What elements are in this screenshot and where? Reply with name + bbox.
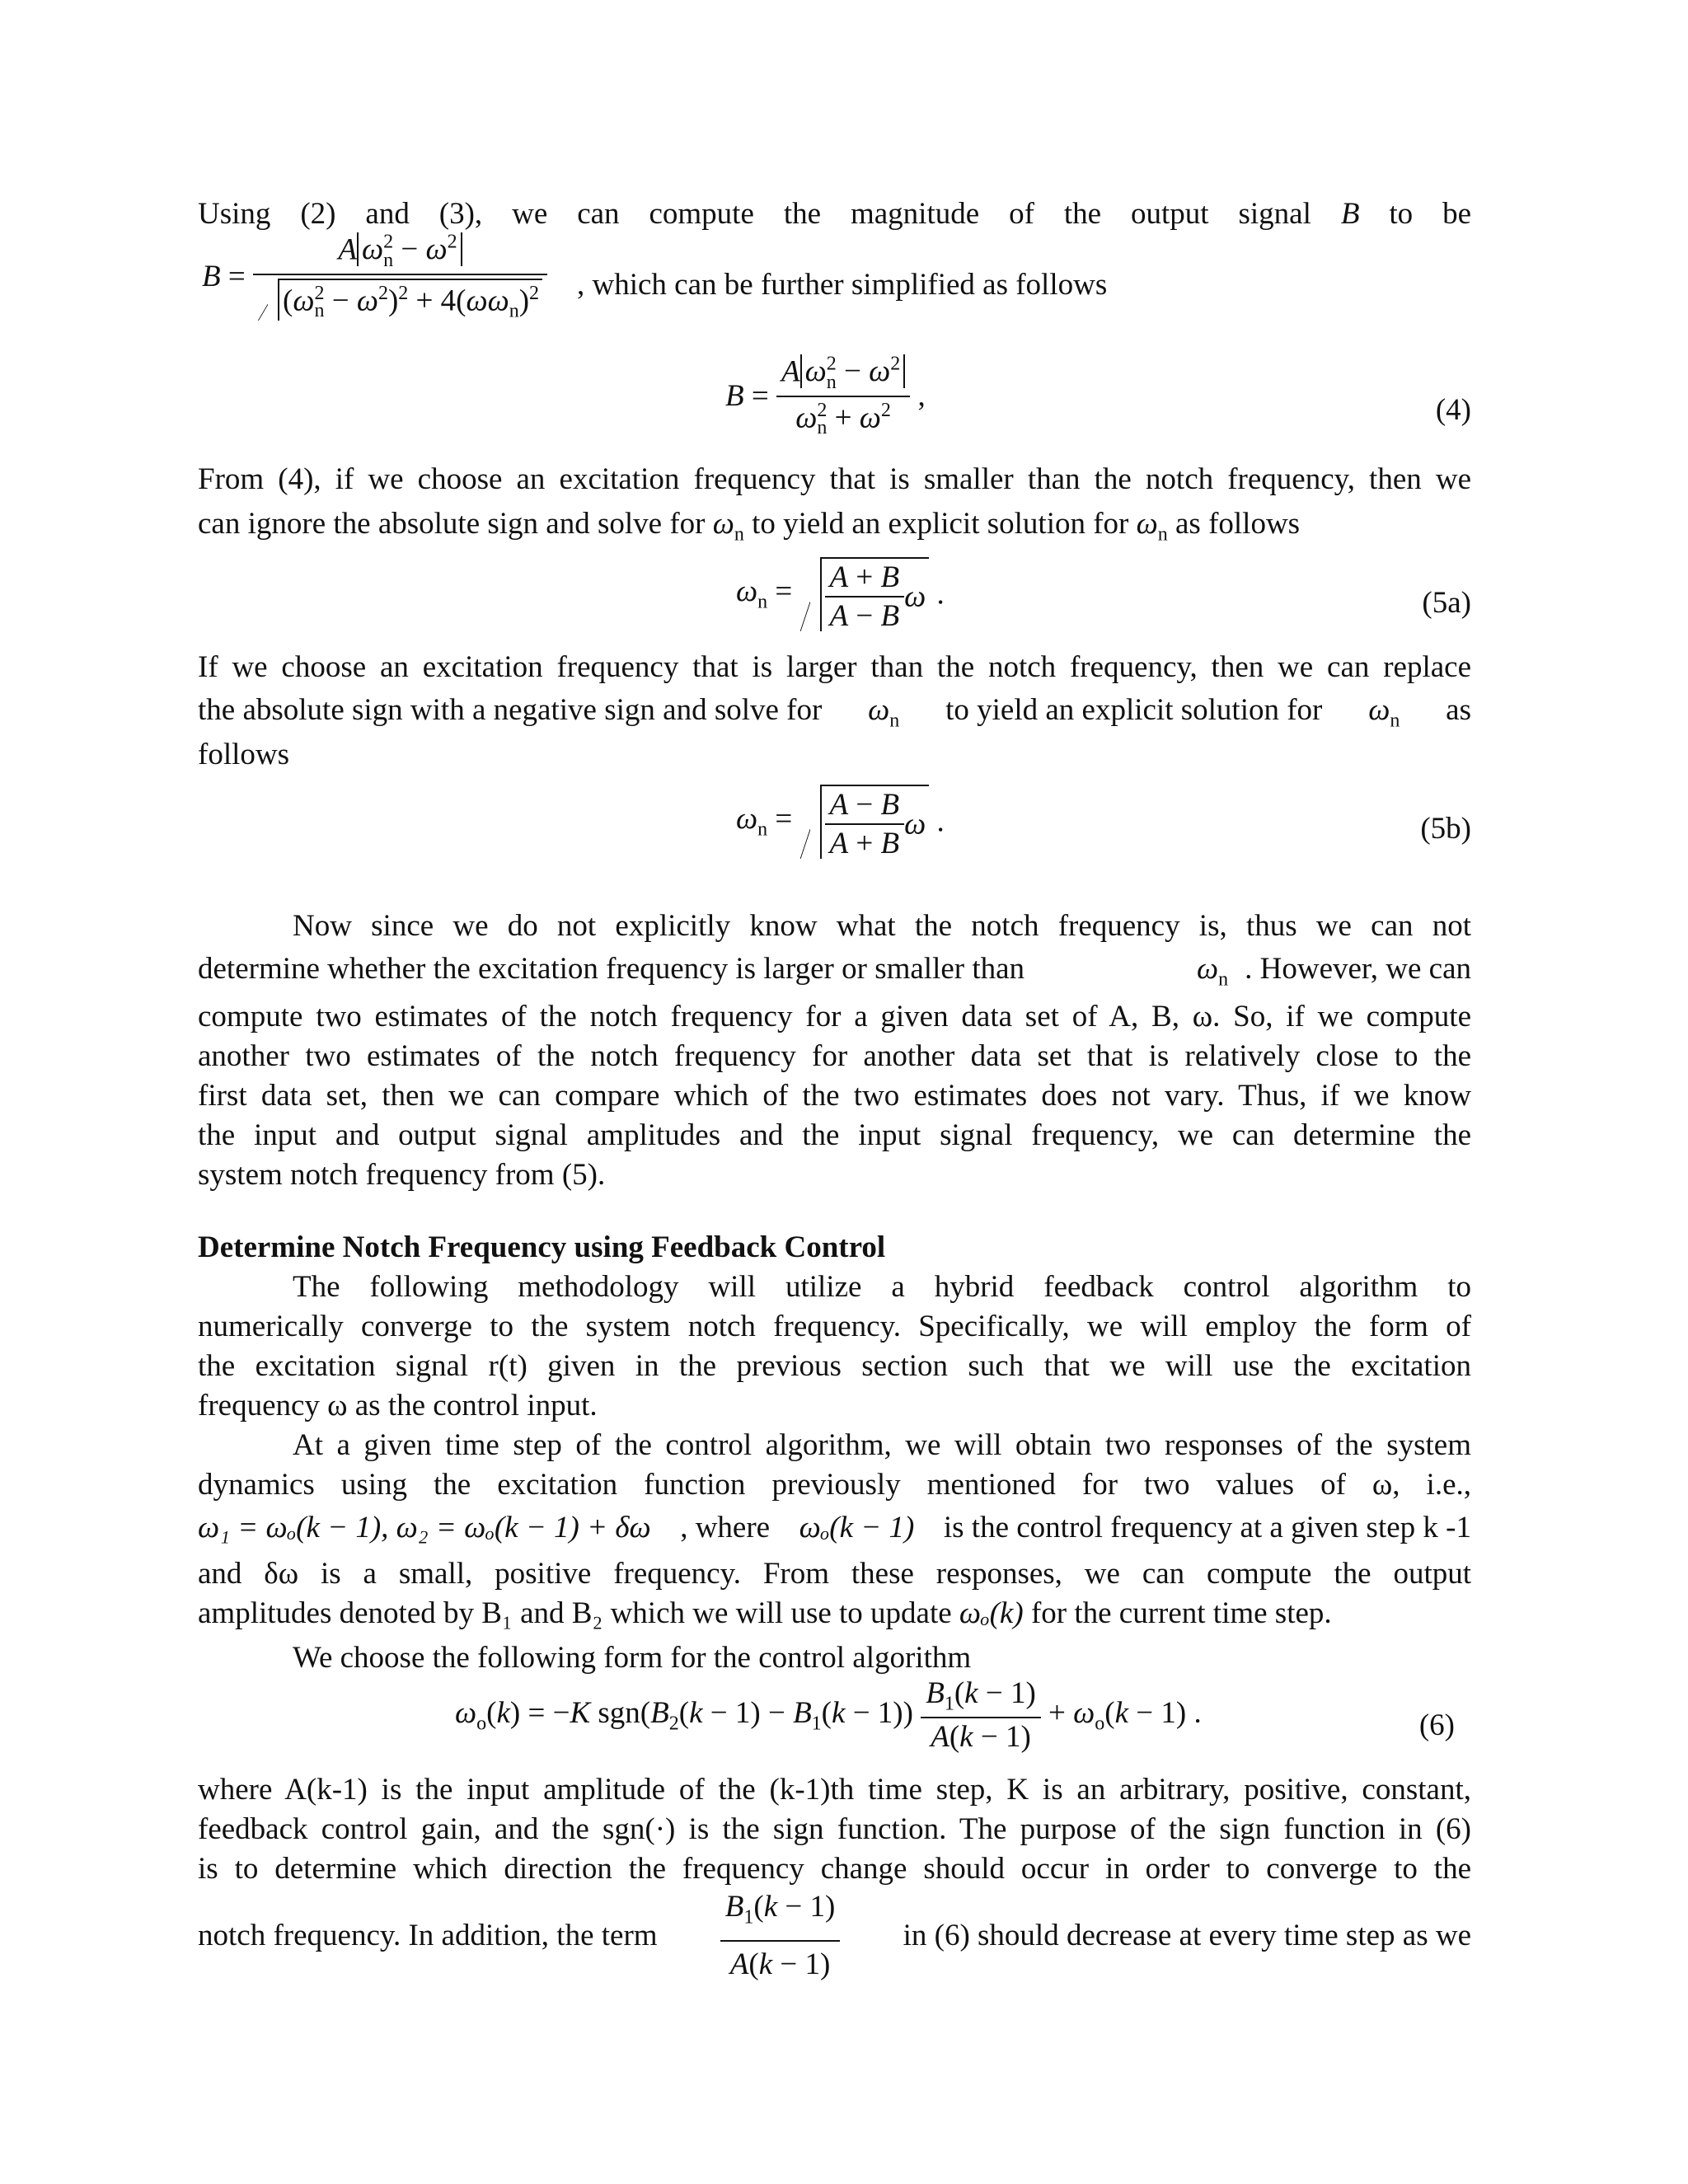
- text-line: [293, 907, 1471, 946]
- text-span: follows: [198, 738, 289, 771]
- text-span: , where: [680, 1511, 771, 1544]
- text-span: determine whether the excitation frequency is larger or smaller than: [198, 952, 1025, 986]
- text-span: , which can be further simplified as follows: [577, 268, 1108, 302]
- text-span: We choose the following form for the control algorithm: [293, 1641, 972, 1675]
- text-span: as follows: [1175, 507, 1301, 541]
- text-span: to yield an explicit solution for: [752, 507, 1129, 541]
- equation-5a: $\omega_n$ = $\frac{A + B}{A - B}$ ω .: [736, 557, 945, 631]
- omega-symbol: ω: [868, 693, 890, 727]
- equation-number: (4): [1435, 393, 1471, 427]
- omega-symbol: ω: [1197, 952, 1219, 986]
- text-span: as: [1446, 693, 1471, 727]
- text-line: [198, 1347, 1471, 1386]
- text-span: . However, we can: [1245, 952, 1471, 986]
- inline-equation: ω₁ = ωₒ(k − 1), ω₂ = ωₒ(k − 1) + δω: [198, 1511, 651, 1544]
- text-span: dynamics using the excitation function previously mentioned for two values of ω, i.e.,: [198, 1468, 1471, 1502]
- equation-5b: $\omega_n$ = $\frac{A - B}{A + B}$ ω .: [736, 785, 945, 859]
- equation-4: B = $\frac{A \omega^2_n - \omega^2}{\omega^2_n + \omega^2}$ ,: [725, 354, 926, 439]
- text-line: [198, 1116, 1471, 1155]
- text-span: notch frequency. In addition, the term: [198, 1919, 658, 1953]
- text-span: the excitation signal r(t) given in the previous section such that we will use the excitation: [198, 1349, 1471, 1383]
- omega-symbol: ω: [1136, 507, 1158, 541]
- section-heading: [198, 1228, 1471, 1268]
- subscript: n: [1390, 710, 1400, 732]
- text-line: [198, 504, 1471, 554]
- text-span: the input and output signal amplitudes and the input signal frequency, we can determine the: [198, 1118, 1471, 1152]
- text-span: From (4), if we choose an excitation frequency that is smaller than the notch frequency, then we: [198, 462, 1471, 496]
- equation-number: (6): [1418, 1708, 1455, 1742]
- text-span: B: [1340, 197, 1360, 231]
- text-span: and δω is a small, positive frequency. From these responses, we can compute the output: [198, 1557, 1471, 1591]
- text-span: compute two estimates of the notch frequency for a given data set of A, B, ω. So, if we compute: [198, 1000, 1471, 1033]
- inline-equation: ωₒ(k − 1): [799, 1511, 915, 1544]
- text-span: can ignore the absolute sign and solve for: [198, 507, 706, 541]
- text-span: At a given time step of the control algorithm, we will obtain two responses of the system: [293, 1428, 1471, 1462]
- text-line: [198, 1508, 1471, 1548]
- subscript: n: [734, 523, 744, 546]
- text-span: for the current time step.: [1030, 1596, 1332, 1630]
- text-line: [198, 1307, 1471, 1347]
- text-span: frequency ω as the control input.: [198, 1389, 598, 1422]
- text-span: is the control frequency at a given step k -1: [943, 1511, 1471, 1544]
- text-span: first data set, then we can compare which of the two estimates does not vary. Thus, if we know: [198, 1079, 1471, 1113]
- text-span: is to determine which direction the frequency change should occur in order to converge to the: [198, 1852, 1471, 1886]
- text-span: to yield an explicit solution for: [945, 693, 1323, 727]
- subscript: n: [889, 710, 900, 732]
- text-line: [577, 265, 1236, 305]
- text-span: The following methodology will utilize a hybrid feedback control algorithm to: [293, 1270, 1471, 1304]
- text-line: [198, 1594, 1471, 1633]
- equation-b-initial: B = $\frac{A \omega^2_n - \omega^2}{(\omega^2_n - \omega^2)^2 + 4(\omega\omega_n)^2}$: [202, 232, 547, 321]
- equation-number: (5a): [1422, 586, 1471, 620]
- omega-symbol: ω: [1368, 693, 1390, 727]
- text-span: If we choose an excitation frequency that is larger than the notch frequency, then we can replace: [198, 650, 1471, 684]
- inline-fraction: $\frac{B_1(k - 1)}{A(k - 1)}$: [720, 1887, 841, 1985]
- text-line: [198, 1810, 1471, 1849]
- omega-symbol: ω: [712, 507, 734, 541]
- heading-text: Determine Notch Frequency using Feedback Control: [198, 1230, 886, 1264]
- equation-6: $\omega_o(k) = -K$ $sgn(B_2(k - 1) - B_1(k - 1))$ $\frac{B_1(k - 1)}{A(k - 1)}$ + $\omega_o(k - 1)$ .: [455, 1676, 1202, 1755]
- text-span: the absolute sign with a negative sign and solve for: [198, 693, 823, 727]
- text-span: where A(k-1) is the input amplitude of the (k-1)th time step, K is an arbitrary, positive, constant,: [198, 1773, 1471, 1807]
- subscript: n: [1218, 968, 1229, 991]
- text-line: [198, 1887, 1471, 1985]
- text-line: [198, 1037, 1471, 1076]
- inline-equation: ωₒ(k): [959, 1596, 1024, 1630]
- text-span: in (6) should decrease at every time step as we: [903, 1919, 1471, 1953]
- text-line: [293, 1268, 1471, 1307]
- text-line: [198, 735, 1471, 775]
- text-line: [198, 1386, 1471, 1426]
- text-span: numerically converge to the system notch frequency. Specifically, we will employ the form of: [198, 1310, 1471, 1343]
- text-line: [198, 1849, 1471, 1889]
- text-line: [198, 1465, 1471, 1505]
- text-span: system notch frequency from (5).: [198, 1158, 606, 1192]
- text-line: [293, 1638, 1471, 1678]
- subscript: n: [1157, 523, 1168, 546]
- text-line: [198, 1076, 1471, 1116]
- text-line: [198, 691, 1471, 740]
- text-span: another two estimates of the notch frequency for another data set that is relatively close to the: [198, 1039, 1471, 1073]
- text-line: [198, 949, 1471, 999]
- text-line: [198, 997, 1471, 1037]
- text-line: [198, 648, 1471, 687]
- text-span: feedback control gain, and the sgn(·) is the sign function. The purpose of the sign function in (6): [198, 1812, 1471, 1846]
- text-line: [293, 1426, 1471, 1465]
- text-line: [198, 1155, 1471, 1195]
- text-line: [198, 1770, 1471, 1810]
- equation-number: (5b): [1420, 812, 1471, 846]
- text-span: to be: [1389, 197, 1472, 231]
- text-line: [198, 460, 1471, 499]
- text-line: [198, 1554, 1471, 1594]
- text-line: [198, 194, 1471, 234]
- text-span: amplitudes denoted by B₁ and B₂ which we will use to update: [198, 1596, 952, 1630]
- text-span: Now since we do not explicitly know what the notch frequency is, thus we can not: [293, 909, 1471, 943]
- text-span: Using (2) and (3), we can compute the magnitude of the output signal: [198, 197, 1311, 231]
